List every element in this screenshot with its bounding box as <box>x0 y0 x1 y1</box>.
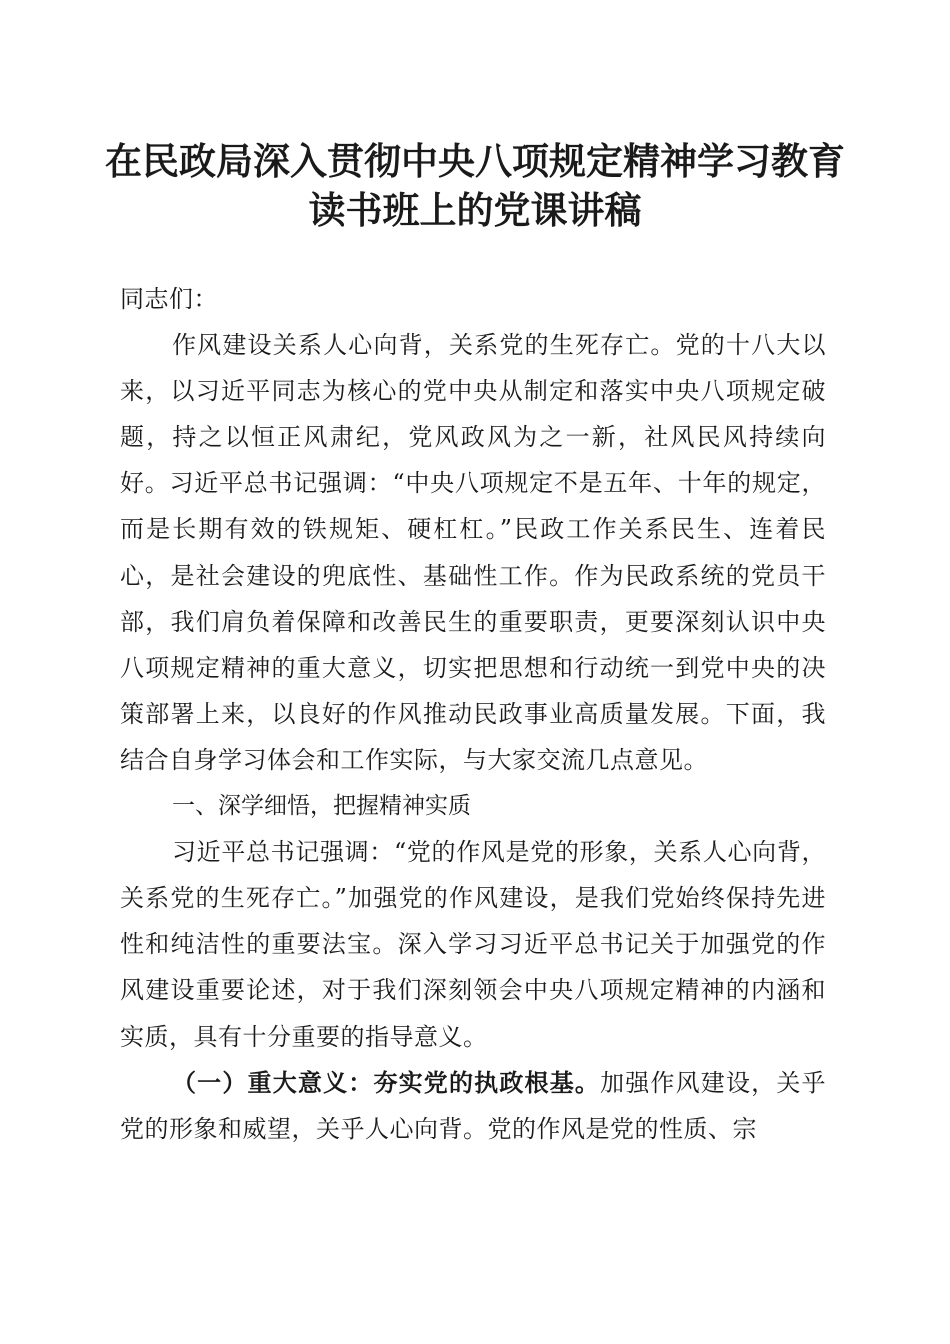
salutation: 同志们： <box>120 285 218 313</box>
document-title-line-2: 读书班上的党课讲稿 <box>308 188 642 232</box>
section-heading-1: 一、深学细悟，把握精神实质 <box>172 793 471 820</box>
subsection-1-lead: （一）重大意义：夯实党的执政根基。 <box>172 1067 601 1097</box>
subsection-1-text: 加强作风建设，关乎党的形象和威望，关乎人心向背。党的作风是党的性质、宗 <box>120 1068 827 1143</box>
section-1-paragraph: 习近平总书记强调：“党的作风是党的形象，关系人心向背，关系党的生死存亡。”加强党的作风建设，是我们党始终保持先进性和纯洁性的重要法宝。深入学习习近平总书记关于加强党的作风建设重要论述，对于我们深刻领会中央八项规定精神的内涵和实质，具有十分重要的指导意义。 <box>120 838 826 1051</box>
document-body <box>120 276 826 1152</box>
intro-paragraph: 作风建设关系人心向背，关系党的生死存亡。党的十八大以来，以习近平同志为核心的党中央从制定和落实中央八项规定破题，持之以恒正风肃纪，党风政风为之一新，社风民风持续向好。习近平总书记强调：“中央八项规定不是五年、十年的规定，而是长期有效的铁规矩、硬杠杠。”民政工作关系民生、连着民心，是社会建设的兜底性、基础性工作。作为民政系统的党员干部，我们肩负着保障和改善民生的重要职责，更要深刻认识中央八项规定精神的重大意义，切实把思想和行动统一到党中央的决策部署上来，以良好的作风推动民政事业高质量发展。下面，我结合自身学习体会和工作实际，与大家交流几点意见。 <box>120 331 826 774</box>
subsection-1-paragraph <box>120 1060 826 1152</box>
document-title-line-1: 在民政局深入贯彻中央八项规定精神学习教育 <box>105 139 845 183</box>
